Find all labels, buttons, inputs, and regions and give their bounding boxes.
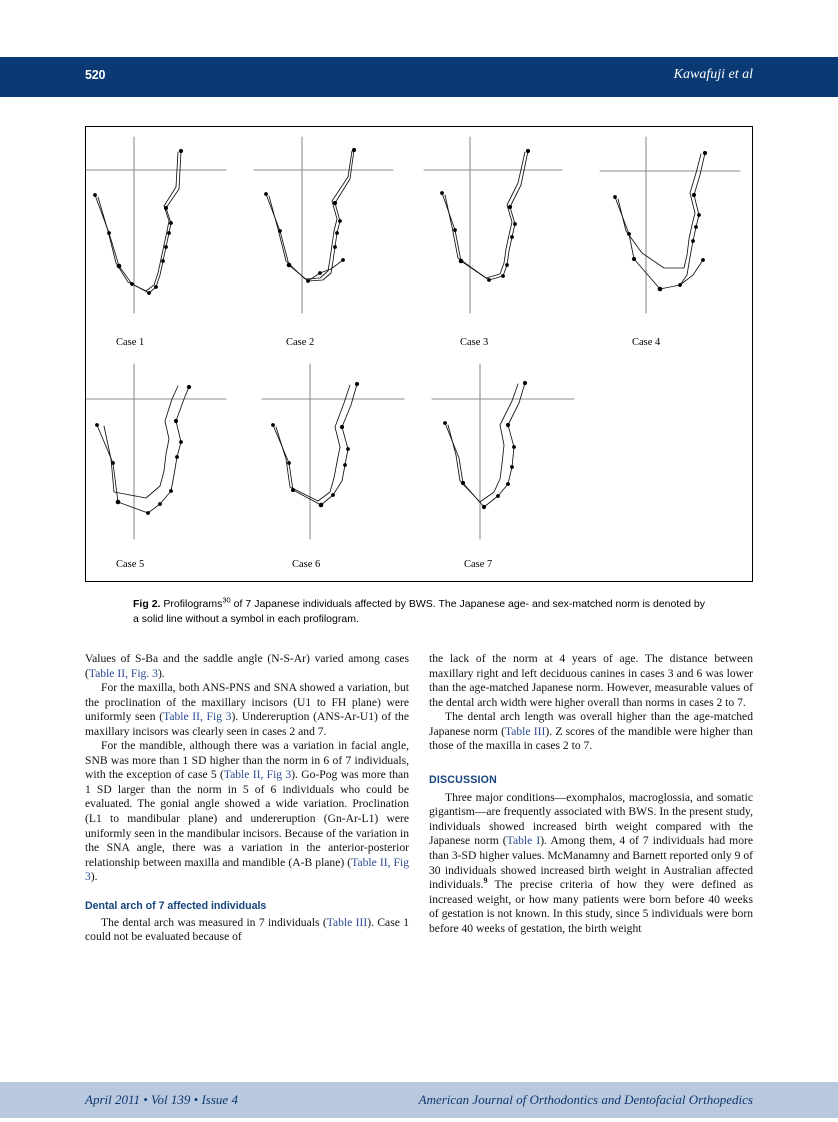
xref-table2-fig3-c[interactable]: Table II, Fig 3: [223, 768, 292, 782]
profilogram-case-2: [254, 137, 393, 348]
profilogram-case-4: [600, 137, 740, 348]
xref-table2-fig3-d[interactable]: Table II, Fig 3: [85, 855, 409, 884]
case-label-4: Case 4: [632, 337, 661, 348]
page-footer: [0, 1082, 838, 1118]
figure-2-container: [85, 126, 753, 582]
text-run: The precise criteria of how they were defined as increased weight, or how many patients were born before 40 weeks of gestation is not known. In this study, since 5 individuals were born before 40 weeks of gestation, the birth weight: [429, 878, 753, 935]
xref-table3-a[interactable]: Table III: [326, 915, 368, 929]
profilogram-case-1: [86, 137, 226, 348]
case-label-6: Case 6: [292, 559, 321, 570]
case-label-2: Case 2: [286, 337, 315, 348]
text-run: For the mandible, although there was a variation in facial angle, SNB was more than 1 SD higher than the norm in 6 of 7 individuals, with the exception of case 5 (: [85, 739, 409, 782]
text-run: The dental arch was measured in 7 individuals (: [101, 915, 327, 929]
paragraph-lack-of-norm: the lack of the norm at 4 years of age. The distance between maxillary right and left deciduous canines in cases 3 and 6 was lower than the age-matched Japanese norm. However, measurable values of the dental arch width were higher overall than norms in cases 2 to 7.: [429, 652, 753, 709]
figure-caption-text-2: of 7 Japanese individuals affected by BWS. The Japanese age- and sex-matched norm is denoted by a solid line without a symbol in each profilogram.: [133, 598, 705, 625]
case-label-3: Case 3: [460, 337, 489, 348]
text-run: ). Among them, 4 of 7 individuals had more than 3-SD higher values. McManamny and Barnett reported only 9 of 30 individuals showed increased birth weight in Australian affected individuals.: [429, 834, 754, 892]
heading-discussion: DISCUSSION: [429, 773, 497, 786]
text-run: ). Z scores of the mandible were higher than those of the maxilla in cases 2 to 7.: [429, 724, 753, 753]
xref-table1[interactable]: Table I: [506, 834, 541, 848]
profilogram-case-3: [424, 137, 562, 348]
profilogram-case-6: [262, 364, 404, 570]
paragraph-mandible: [85, 739, 409, 884]
text-run: Values of S-Ba and the saddle angle (N-S-Ar) varied among cases (: [85, 652, 409, 680]
paragraph-values-of-sba: [85, 652, 409, 681]
figure-caption: [133, 597, 705, 626]
text-run: ). Go-Pog was more than 1 SD larger than the norm in 5 of 6 individuals who could be evaluated. The gonial angle showed a wide variation. Proclination (L1 to mandibular plane) and undereruption (Gn-Ar-L1) were uniformly seen in the mandibular incisors. Because of the variation in the SNA angle, there was a variation in the anterior-posterior relationship between maxilla and mandible (A-B plane) (: [85, 768, 409, 869]
xref-table2-fig3-a[interactable]: Table II, Fig. 3: [88, 666, 158, 680]
paragraph-three-major-conditions: [429, 791, 753, 936]
text-run: ). Undereruption (ANS-Ar-U1) of the maxillary incisors was clearly seen in cases 2 and 7.: [85, 710, 409, 738]
case-label-5: Case 5: [116, 559, 145, 570]
figure-caption-superscript: 30: [222, 595, 231, 605]
page-number: 520: [85, 68, 106, 82]
text-run: For the maxilla, both ANS-PNS and SNA showed a variation, but the proclination of the maxillary incisors (U1 to FH plane) were uniformly seen (: [85, 681, 409, 724]
footer-journal-title: American Journal of Orthodontics and Dentofacial Orthopedics: [418, 1092, 753, 1107]
footer-issue-info: April 2011 • Vol 139 • Issue 4: [85, 1092, 238, 1107]
text-run: ).: [157, 666, 165, 680]
xref-table2-fig3-b[interactable]: Table II, Fig 3: [163, 710, 232, 724]
text-run: The dental arch length was overall higher than the age-matched Japanese norm (: [429, 710, 753, 738]
case-label-1: Case 1: [116, 337, 145, 348]
profilogram-case-5: [86, 364, 226, 570]
case-label-7: Case 7: [464, 559, 493, 570]
paragraph-dental-arch-length: [429, 710, 753, 754]
text-run: Three major conditions—exomphalos, macroglossia, and somatic gigantism—are frequently associated with BWS. In the present study, individuals showed increased birth weight compared with the Japanese norm (: [429, 790, 753, 848]
paragraph-maxilla: [85, 681, 409, 739]
reference-marker-9[interactable]: 9: [483, 876, 488, 886]
figure-caption-text-1: Profilograms: [160, 598, 223, 610]
body-column-right: [429, 652, 753, 936]
running-head-authors: Kawafuji et al: [673, 67, 753, 82]
profilograms-svg: [86, 127, 751, 580]
text-run: ).: [90, 870, 98, 884]
subheading-dental-arch: Dental arch of 7 affected individuals: [85, 899, 267, 912]
running-head: [0, 57, 838, 97]
body-column-left: [85, 652, 409, 945]
xref-table3-b[interactable]: Table III: [504, 724, 546, 738]
profilogram-case-7: [432, 364, 574, 570]
paragraph-dental-arch-measured: [85, 916, 409, 945]
figure-caption-label: Fig 2.: [133, 598, 161, 610]
text-run: ). Case 1 could not be evaluated because of: [85, 915, 409, 944]
